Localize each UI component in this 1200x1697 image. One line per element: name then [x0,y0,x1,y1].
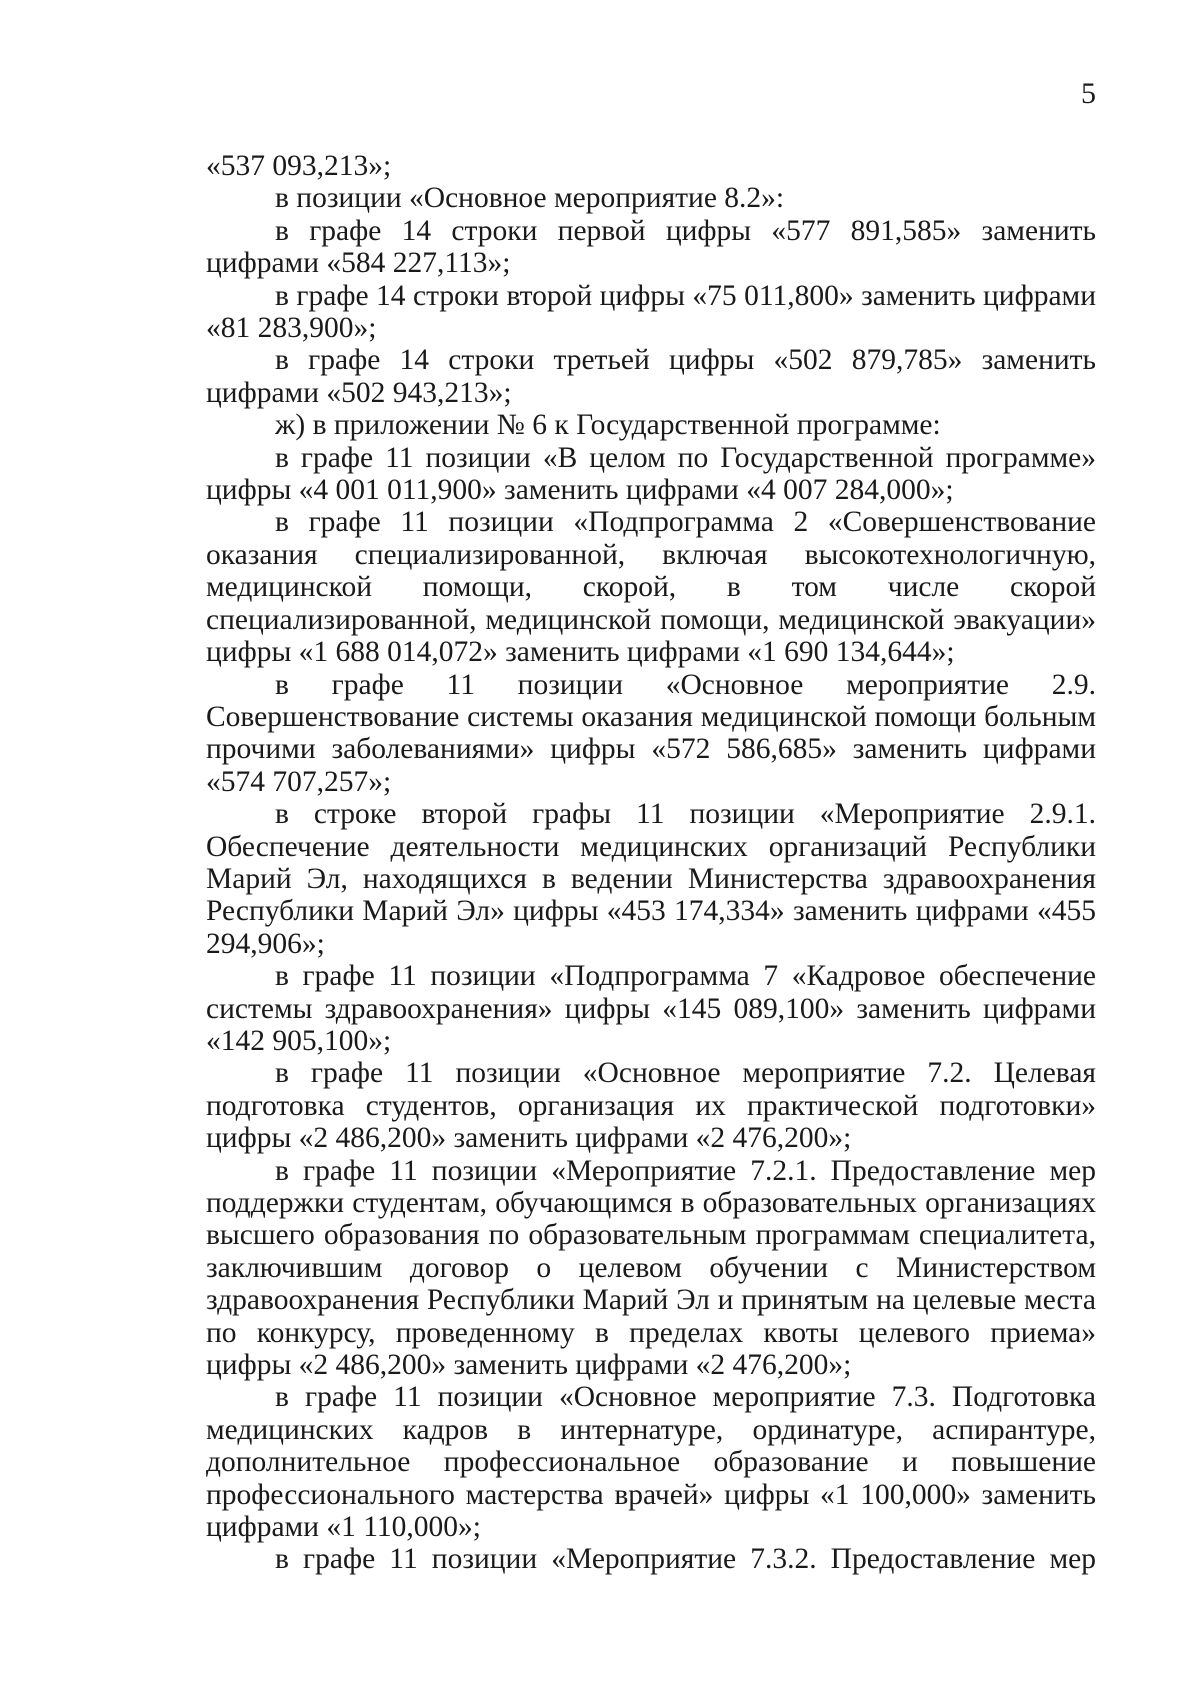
paragraph: в графе 11 позиции «Основное мероприятие 2.9. Совершенствование системы оказания медицинской помощи больным прочими заболеваниями» цифры «572 586,685» заменить цифрами «574 707,257»; [206,668,1096,798]
page-number: 5 [1081,77,1096,110]
paragraph: в графе 11 позиции «Подпрограмма 2 «Совершенствование оказания специализированной, включая высокотехнологичную, медицинской помощи, скорой, в том числе скорой специализированной, медицинской помощи, медицинской эвакуации» цифры «1 688 014,072» заменить цифрами «1 690 134,644»; [206,506,1096,669]
paragraph: ж) в приложении № 6 к Государственной программе: [275,409,941,442]
paragraph: в графе 11 позиции «Основное мероприятие 7.3. Подготовка медицинских кадров в интернатуре, ординатуре, аспирантуре, дополнительное профессиональное образование и повышение профессионального мастерства врачей» цифры «1 100,000» заменить цифрами «1 110,000»; [206,1381,1096,1544]
paragraph: в графе 14 строки первой цифры «577 891,585» заменить цифрами «584 227,113»; [206,214,1096,280]
paragraph: в графе 11 позиции «Мероприятие 7.3.2. Предоставление мер [275,1543,1096,1576]
paragraph: в графе 11 позиции «Подпрограмма 7 «Кадровое обеспечение системы здравоохранения» цифры «145 089,100» заменить цифрами «142 905,100»; [206,960,1096,1057]
paragraph: в графе 11 позиции «Основное мероприятие 7.2. Целевая подготовка студентов, организация их практической подготовки» цифры «2 486,200» заменить цифрами «2 476,200»; [206,1057,1096,1155]
paragraph: в строке второй графы 11 позиции «Мероприятие 2.9.1. Обеспечение деятельности медицинских организаций Республики Марий Эл, находящихся в ведении Министерства здравоохранения Республики Марий Эл» цифры «453 174,334» заменить цифрами «455 294,906»; [206,798,1096,960]
paragraph: в графе 14 строки третьей цифры «502 879,785» заменить цифрами «502 943,213»; [206,344,1096,409]
paragraph: в позиции «Основное мероприятие 8.2»: [275,182,785,215]
document-body [206,150,1096,1576]
paragraph: в графе 11 позиции «В целом по Государственной программе» цифры «4 001 011,900» заменить цифрами «4 007 284,000»; [206,441,1096,507]
paragraph: в графе 11 позиции «Мероприятие 7.2.1. Предоставление мер поддержки студентам, обучающимся в образовательных организациях высшего образования по образовательным программам специалитета, заключившим договор о целевом обучении с Министерством здравоохранения Республики Марий Эл и принятым на целевые места по конкурсу, проведенному в пределах квоты целевого приема» цифры «2 486,200» заменить цифрами «2 476,200»; [206,1154,1096,1382]
paragraph: в графе 14 строки второй цифры «75 011,800» заменить цифрами «81 283,900»; [206,279,1096,345]
paragraph: «537 093,213»; [206,150,392,182]
